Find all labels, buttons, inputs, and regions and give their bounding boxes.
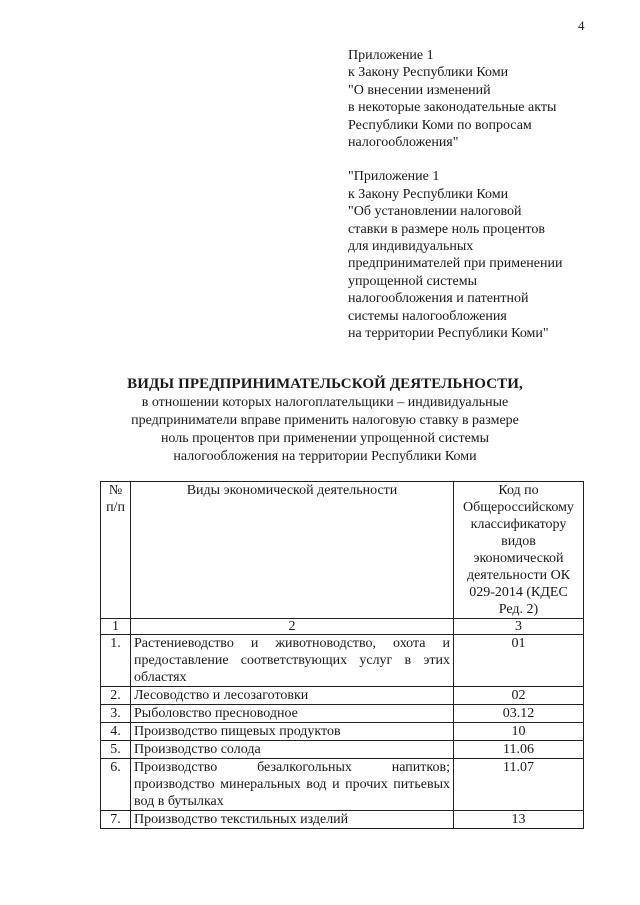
appendix-inner-line: "Об установлении налоговой: [348, 204, 522, 220]
subtitle-line: предприниматели вправе применить налоговую ставку в размере: [131, 413, 519, 428]
document-subtitle: [60, 394, 590, 466]
row-activity: Лесоводство и лесозаготовки: [131, 687, 454, 705]
row-num: 5.: [101, 741, 131, 759]
appendix-inner-line: "Приложение 1: [348, 169, 440, 185]
appendix-block: [348, 47, 608, 343]
appendix-inner-line: налогообложения и патентной: [348, 291, 529, 307]
column-number: 2: [131, 619, 454, 635]
appendix-inner-line: предпринимателей при применении: [348, 256, 563, 272]
appendix-line: в некоторые законодательные акты: [348, 100, 557, 116]
table-row: [101, 759, 584, 811]
row-num: 6.: [101, 759, 131, 811]
appendix-line: налогообложения": [348, 135, 459, 151]
table-header-row: [101, 482, 584, 619]
header-num: № п/п: [101, 482, 131, 619]
row-activity: Растениеводство и животноводство, охота и предоставление соответствующих услуг в этих областях: [131, 635, 454, 687]
row-code: 01: [454, 635, 584, 687]
appendix-inner-line: на территории Республики Коми": [348, 326, 549, 342]
appendix-inner-line: к Закону Республики Коми: [348, 186, 509, 202]
row-num: 1.: [101, 635, 131, 687]
column-number-row: [101, 619, 584, 635]
appendix-inner-line: упрощенной системы: [348, 273, 477, 289]
row-code: 03.12: [454, 705, 584, 723]
appendix-line: Приложение 1: [348, 48, 434, 63]
subtitle-line: в отношении которых налогоплательщики – индивидуальные: [141, 395, 509, 410]
appendix-line: "О внесении изменений: [348, 82, 491, 98]
row-code: 02: [454, 687, 584, 705]
table-row: [101, 687, 584, 705]
row-activity: Производство солода: [131, 741, 454, 759]
header-activity: Виды экономической деятельности: [131, 482, 454, 619]
appendix-line: к Закону Республики Коми: [348, 65, 509, 81]
row-num: 2.: [101, 687, 131, 705]
row-activity: Производство безалкогольных напитков; производство минеральных вод и прочих питьевых вод в бутылках: [131, 759, 454, 811]
row-num: 7.: [101, 811, 131, 829]
appendix-inner-line: системы налогообложения: [348, 308, 507, 324]
appendix-line: Республики Коми по вопросам: [348, 117, 532, 133]
row-code: 11.06: [454, 741, 584, 759]
row-activity: Производство текстильных изделий: [131, 811, 454, 829]
row-code: 11.07: [454, 759, 584, 811]
activities-table: [100, 481, 584, 829]
document-heading: [60, 375, 590, 466]
table-row: [101, 705, 584, 723]
header-code: Код по Общероссийскому классификатору видов экономической деятельности ОК 029-2014 (КДЕС Ред. 2): [454, 482, 584, 619]
appendix-inner-line: для индивидуальных: [348, 239, 474, 255]
appendix-inner-line: ставки в размере ноль процентов: [348, 221, 545, 237]
column-number: 1: [101, 619, 131, 635]
table-row: [101, 635, 584, 687]
row-num: 3.: [101, 705, 131, 723]
subtitle-line: налогообложения на территории Республики Коми: [173, 449, 477, 464]
page-number: 4: [578, 18, 585, 33]
column-number: 3: [454, 619, 584, 635]
subtitle-line: ноль процентов при применении упрощенной системы: [160, 431, 490, 446]
table-row: [101, 723, 584, 741]
table-row: [101, 811, 584, 829]
row-num: 4.: [101, 723, 131, 741]
row-activity: Рыболовство пресноводное: [131, 705, 454, 723]
document-title: ВИДЫ ПРЕДПРИНИМАТЕЛЬСКОЙ ДЕЯТЕЛЬНОСТИ,: [127, 376, 523, 392]
row-code: 13: [454, 811, 584, 829]
row-code: 10: [454, 723, 584, 741]
table-row: [101, 741, 584, 759]
row-activity: Производство пищевых продуктов: [131, 723, 454, 741]
